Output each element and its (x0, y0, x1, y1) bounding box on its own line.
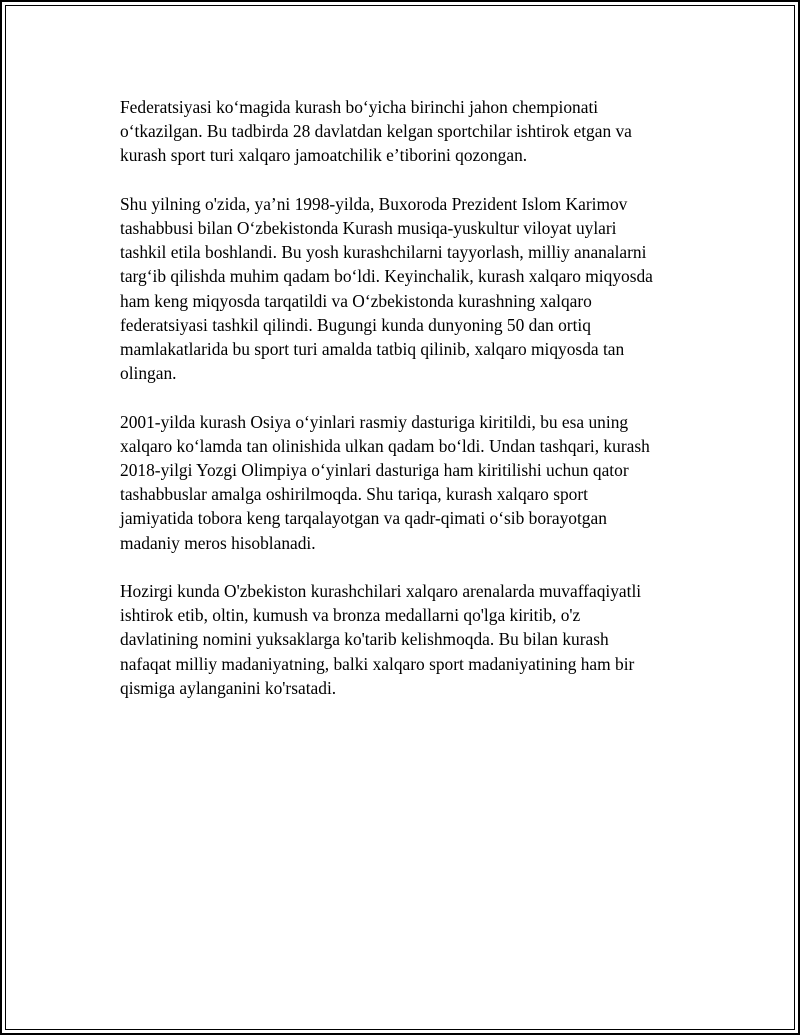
text-line: kurash sport turi xalqaro jamoatchilik eʼtiborini qozongan. (120, 145, 528, 166)
paragraph-4 (120, 579, 700, 700)
text-line: tashkil etila boshlandi. Bu yosh kurashchilarni tayyorlash, milliy ananalarni (120, 242, 647, 263)
text-line: 2018-yilgi Yozgi Olimpiya oʻyinlari dasturiga ham kiritilishi uchun qator (120, 460, 629, 481)
text-line: Federatsiyasi koʻmagida kurash boʻyicha birinchi jahon chempionati (120, 97, 599, 117)
text-line: madaniy meros hisoblanadi. (120, 532, 316, 553)
text-line: Hozirgi kunda O'zbekiston kurashchilari xalqaro arenalarda muvaffaqiyatli (120, 581, 642, 602)
text-line: ishtirok etib, oltin, kumush va bronza medallarni qo'lga kiritib, o'z (120, 605, 581, 626)
text-line: olingan. (120, 363, 177, 384)
text-line: 2001-yilda kurash Osiya oʻyinlari rasmiy dasturiga kiritildi, bu esa uning (120, 411, 629, 432)
text-line: davlatining nomini yuksaklarga ko'tarib kelishmoqda. Bu bilan kurash (120, 629, 609, 650)
text-line: tashabbusi bilan Oʻzbekistonda Kurash musiqa-yuskultur viloyat uylari (120, 218, 617, 238)
text-line: xalqaro koʻlamda tan olinishida ulkan qadam boʻldi. Undan tashqari, kurash (120, 435, 650, 456)
text-line: jamiyatida tobora keng tarqalayotgan va qadr-qimati oʻsib borayotgan (120, 508, 607, 529)
document-body (120, 95, 700, 724)
paragraph-2 (120, 192, 700, 386)
text-line: tashabbuslar amalga oshirilmoqda. Shu tariqa, kurash xalqaro sport (120, 484, 588, 505)
text-line: mamlakatlarida bu sport turi amalda tatbiq qilinib, xalqaro miqyosda tan (120, 339, 625, 360)
paragraph-3 (120, 410, 700, 555)
text-line: oʻtkazilgan. Bu tadbirda 28 davlatdan kelgan sportchilar ishtirok etgan va (120, 121, 632, 142)
text-line: federatsiyasi tashkil qilindi. Bugungi kunda dunyoning 50 dan ortiq (120, 314, 591, 335)
text-line: ham keng miqyosda tarqatildi va Oʻzbekistonda kurashning xalqaro (120, 290, 592, 311)
text-line: Shu yilning o'zida, yaʼni 1998-yilda, Buxoroda Prezident Islom Karimov (120, 193, 628, 214)
text-line: qismiga aylanganini ko'rsatadi. (120, 677, 337, 698)
text-line: nafaqat milliy madaniyatning, balki xalqaro sport madaniyatining ham bir (120, 653, 635, 674)
paragraph-1 (120, 95, 700, 168)
text-line: targʻib qilishda muhim qadam boʻldi. Keyinchalik, kurash xalqaro miqyosda (120, 266, 653, 287)
